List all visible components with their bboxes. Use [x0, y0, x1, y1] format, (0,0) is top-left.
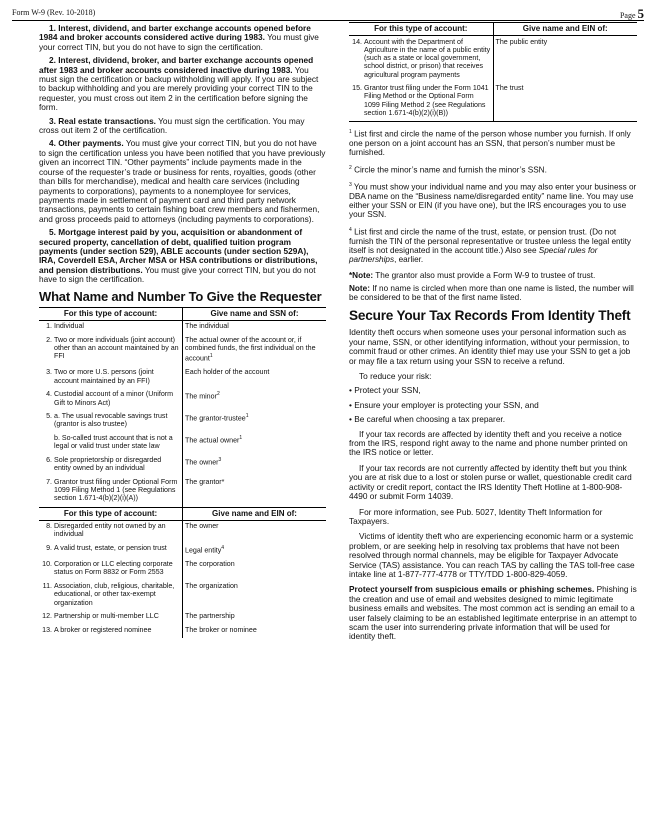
account-type-cell — [39, 334, 183, 366]
col-header-account: For this type of account: — [39, 507, 183, 520]
table-row — [39, 476, 326, 506]
footnote-ref: 4 — [221, 545, 225, 552]
account-type-cell — [39, 433, 183, 455]
bullet-item: • Be careful when choosing a tax preparer. — [349, 414, 506, 425]
form-id: Form W-9 (Rev. 10-2018) — [12, 8, 96, 17]
left-column — [39, 24, 326, 638]
account-type-cell — [39, 581, 183, 611]
account-type-text: a. The usual revocable savings trust (grantor is also trustee) — [54, 412, 168, 429]
account-type-cell — [39, 411, 183, 433]
row-number: 6. — [46, 456, 52, 465]
row-number: 3. — [46, 368, 52, 377]
footnotes — [349, 128, 637, 302]
account-type-text: Custodial account of a minor (Uniform Gift to Minors Act) — [54, 390, 174, 407]
footnote-ref: 1 — [245, 413, 249, 420]
give-name-cell — [183, 559, 327, 581]
footnote-1: $^1$ List first and circle the name of the person whose number you furnish. If only one person on a joint account has an SSN, that person’s number must be furnished. — [349, 129, 631, 158]
col-header-account: For this type of account: — [349, 23, 493, 36]
paragraph-pub-5027: For more information, see Pub. 5027, Identity Theft Information for Taxpayers. — [349, 506, 603, 526]
give-name-cell — [183, 389, 327, 411]
account-type-cell — [39, 520, 183, 542]
row-number: 10. — [42, 560, 52, 569]
row-number: 12. — [42, 612, 52, 621]
account-type-text: Grantor trust filing under Optional Form 1099 Filing Method 1 (see Regulations section 1.671-4(b)(2)(i)(A)) — [54, 477, 178, 503]
section-heading-requester: What Name and Number To Give the Requester — [39, 288, 322, 304]
give-name-cell — [183, 433, 327, 455]
account-type-cell — [39, 476, 183, 506]
table-row — [39, 334, 326, 366]
row-number: 5. — [46, 412, 52, 421]
ein-table — [39, 507, 326, 639]
give-name-cell — [183, 543, 327, 559]
account-type-text: A broker or registered nominee — [54, 625, 152, 634]
give-name-cell — [493, 36, 637, 83]
account-type-cell — [39, 559, 183, 581]
account-type-text: Corporation or LLC electing corporate status on Form 8832 or Form 2553 — [54, 560, 173, 577]
row-number: 1. — [46, 322, 52, 331]
account-type-cell — [39, 367, 183, 389]
give-name-text: The grantor-trustee — [185, 414, 246, 423]
give-name-text: The individual — [185, 322, 229, 331]
account-type-text: Individual — [54, 322, 84, 331]
account-type-text: b. So-called trust account that is not a legal or valid trust under state law — [54, 434, 173, 451]
account-type-cell — [349, 36, 493, 83]
footnote-3: $^3$ You must show your individual name and you may also enter your business or DBA name on the “Business name/disregarded entity” name line. You may use either your SSN or EIN (if you have one), but the IRS encourages you to use your SSN. — [349, 181, 637, 220]
row-number: 2. — [46, 335, 52, 344]
page-number: Page 5 — [619, 6, 644, 21]
table-row — [39, 624, 326, 638]
give-name-cell — [183, 411, 327, 433]
give-name-text: The actual owner of the account or, if combined funds, the first individual on the account — [185, 335, 316, 363]
give-name-cell — [183, 611, 327, 625]
paragraph-notice: If your tax records are affected by identity theft and you receive a notice from the IRS, respond right away to the name and phone number printed on the IRS notice or letter. — [349, 428, 628, 458]
account-type-cell — [39, 611, 183, 625]
row-number: 4. — [46, 390, 52, 399]
give-name-cell — [493, 83, 637, 122]
col-header-ssn: Give name and SSN of: — [183, 307, 327, 320]
account-type-text: Sole proprietorship or disregarded entity owned by an individual — [54, 456, 162, 473]
account-type-cell — [39, 624, 183, 638]
page-header — [12, 6, 644, 21]
item-2: 2. Interest, dividend, broker, and barter exchange accounts opened after 1983 and broker accounts considered inactive during 1983. You must sign the certification or backup withholding will apply. If you are subject to backup withholding and you are merely providing your correct TIN to the requester, you must cross out item 2 in the certification before signing the form. — [39, 55, 319, 113]
account-type-text: Account with the Department of Agriculture in the name of a public entity (such as a state or local government, school district, or prison) that receives agricultural program payments — [364, 37, 491, 79]
col-header-account: For this type of account: — [39, 307, 183, 320]
row-number: 14. — [352, 37, 362, 46]
account-type-text: Association, club, religious, charitable, educational, or other tax-exempt organization — [54, 582, 175, 607]
give-name-text: The broker or nominee — [185, 625, 257, 634]
give-name-cell — [183, 334, 327, 366]
table-row — [39, 433, 326, 455]
account-type-cell — [39, 320, 183, 334]
table-row — [39, 411, 326, 433]
table-row — [39, 367, 326, 389]
grantor-note: *Note: The grantor also must provide a Form W-9 to trustee of trust. — [349, 270, 596, 280]
account-type-cell — [39, 543, 183, 559]
account-type-cell — [39, 455, 183, 477]
item-3: 3. Real estate transactions. You must sign the certification. You may cross out item 2 of the certification. — [39, 115, 305, 136]
account-type-text: Grantor trust filing under the Form 1041 Filing Method or the Optional Form 1099 Filing Method 2 (see Regulations section 1.671-4(b)(2)(i)(B)) — [364, 84, 489, 117]
item-1: 1. Interest, dividend, and barter exchange accounts opened before 1984 and broker accounts considered active during 1983. You must give your correct TIN, but you do not have to sign the certification. — [39, 23, 319, 52]
footnote-ref: 2 — [216, 391, 220, 398]
give-name-cell — [183, 320, 327, 334]
row-number — [41, 434, 54, 450]
give-name-text: The owner — [185, 458, 219, 467]
row-number: 15. — [352, 84, 362, 93]
reduce-risk-label: To reduce your risk: — [359, 371, 432, 382]
ein-table-continued — [349, 22, 637, 122]
give-name-text: The organization — [185, 582, 238, 591]
table-row — [39, 611, 326, 625]
give-name-text: Each holder of the account — [185, 368, 270, 377]
give-name-text: The owner — [185, 522, 219, 531]
item-5: 5. Mortgage interest paid by you, acquisition or abandonment of secured property, cancellation of debt, qualified tuition program payments (under section 529), ABLE accounts (under section 529A), IRA, Coverdell ESA, Archer MSA or HSA contributions or distributions, and pension distributions. You must give your correct TIN, but you do not have to sign the certification. — [39, 227, 318, 285]
paragraph-hotline: If your tax records are not currently affected by identity theft but you think you are at risk due to a lost or stolen purse or wallet, questionable credit card activity or credit report, contact the IRS Identity Theft Hotline at 1-800-908-4490 or submit Form 14039. — [349, 462, 632, 502]
account-type-text: Two or more U.S. persons (joint account maintained by an FFI) — [54, 368, 154, 385]
give-name-text: The trust — [495, 84, 524, 93]
table-row — [39, 520, 326, 542]
footnote-ref: 1 — [239, 435, 243, 442]
item-4: 4. Other payments. You must give your correct TIN, but you do not have to sign the certification unless you have been notified that you have previously given an incorrect TIN. “Other payments” include payments made in the course of the requester’s trade or business for rents, royalties, goods (other than bills for merchandise), medical and health care services (including payments to corporations), payments to a nonemployee for services, payments made in settlement of payment card and third party network transactions, payments to certain fishing boat crew members and fishermen, and gross proceeds paid to attorneys (including payments to corporations). — [39, 138, 326, 224]
account-type-text: Two or more individuals (joint account) other than an account maintained by an FFI — [54, 335, 179, 361]
account-type-text: Disregarded entity not owned by an individual — [54, 522, 166, 539]
row-number: 13. — [42, 625, 52, 634]
account-type-cell — [349, 83, 493, 122]
paragraph-phishing: Protect yourself from suspicious emails or phishing schemes. Phishing is the creation and use of email and websites designed to mimic legitimate business emails and websites. The most common act is sending an email to a user falsely claiming to be an established legitimate enterprise in an attempt to scam the user into surrendering private information that will be used for identity theft. — [349, 584, 637, 642]
give-name-cell — [183, 367, 327, 389]
give-name-text: The public entity — [495, 37, 548, 46]
table-row — [39, 455, 326, 477]
footnote-ref: 1 — [209, 353, 213, 360]
paragraph-tas: Victims of identity theft who are experiencing economic harm or a systemic problem, or are seeking help in resolving tax problems that have not been resolved through normal channels, may be eligible for Taxpayer Advocate Service (TAS) assistance. You can reach TAS by calling the TAS toll-free case intake line at 1-877-777-4778 or TTY/TDD 1-800-829-4059. — [349, 531, 635, 579]
give-name-text: The corporation — [185, 560, 235, 569]
give-name-cell — [183, 581, 327, 611]
row-number: 11. — [42, 582, 52, 591]
bullet-item: • Ensure your employer is protecting your SSN, and — [349, 399, 539, 410]
account-type-text: A valid trust, estate, or pension trust — [54, 544, 167, 553]
footnote-ref: 3 — [218, 457, 222, 464]
circled-name-note: Note: If no name is circled when more than one name is listed, the number will be considered to be that of the first name listed. — [349, 283, 634, 303]
give-name-text: The partnership — [185, 612, 235, 621]
row-number: 9. — [46, 544, 52, 553]
section-heading-identity-theft: Secure Your Tax Records From Identity Theft — [349, 308, 631, 324]
identity-theft-intro: Identity theft occurs when someone uses your personal information such as your name, SSN, or other identifying information, without your permission, to commit fraud or other crimes. An identity thief may use your SSN to get a job or may file a tax return using your SSN to receive a refund. — [349, 327, 631, 366]
give-name-text: Legal entity — [185, 546, 222, 555]
give-name-text: The actual owner — [185, 436, 240, 445]
table-row — [39, 389, 326, 411]
give-name-cell — [183, 476, 327, 506]
ssn-table — [39, 307, 326, 507]
give-name-cell — [183, 520, 327, 542]
footnote-2: $^2$ Circle the minor’s name and furnish the minor’s SSN. — [349, 164, 547, 175]
bullet-item: • Protect your SSN, — [349, 385, 421, 396]
right-column — [349, 22, 637, 646]
give-name-text: The minor — [185, 392, 217, 401]
give-name-cell — [183, 624, 327, 638]
table-row — [39, 559, 326, 581]
col-header-ein: Give name and EIN of: — [183, 507, 327, 520]
col-header-ein: Give name and EIN of: — [493, 23, 637, 36]
account-type-text: Partnership or multi-member LLC — [54, 612, 159, 621]
table-row — [39, 543, 326, 559]
table-row — [39, 320, 326, 334]
row-number: 8. — [46, 522, 52, 531]
give-name-text: The grantor* — [185, 477, 225, 486]
table-row — [349, 36, 637, 83]
give-name-cell — [183, 455, 327, 477]
footnote-4: $^4$ List first and circle the name of the trust, estate, or pension trust. (Do not furnish the TIN of the personal representative or trustee unless the legal entity itself is not designated in the account title.) Also see Special rules for partnerships, earlier. — [349, 226, 632, 265]
table-row — [349, 83, 637, 122]
account-type-cell — [39, 389, 183, 411]
table-row — [39, 581, 326, 611]
row-number: 7. — [46, 477, 52, 486]
